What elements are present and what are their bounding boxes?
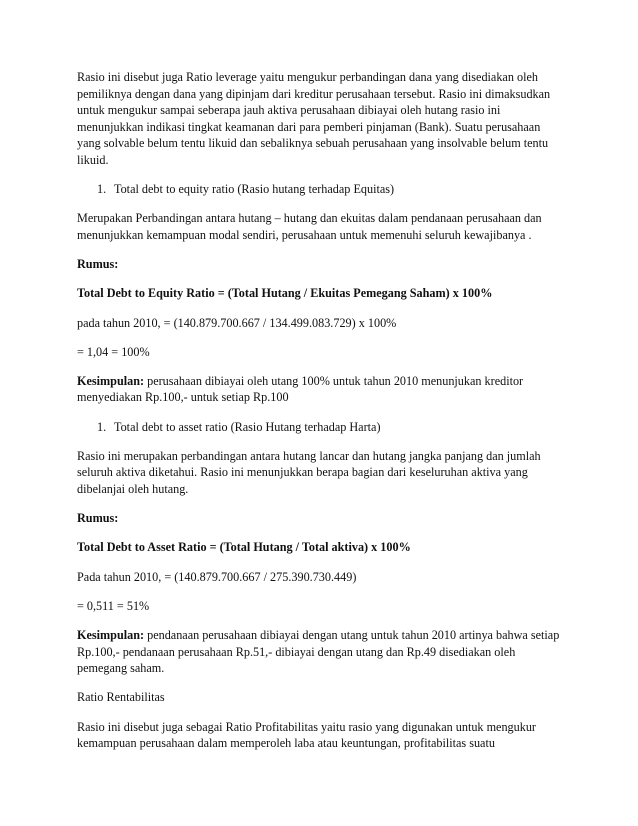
list-item-debt-to-asset [77,419,565,436]
heading-ratio-rentabilitas: Ratio Rentabilitas [77,690,165,705]
conclusion-text: perusahaan dibiayai oleh utang 100% untuk tahun 2010 menunjukan kreditor menyediakan Rp.100,- untuk setiap Rp.100 [77,373,524,405]
list-item-label: Total debt to asset ratio (Rasio Hutang terhadap Harta) [114,419,381,434]
conclusion-label: Kesimpulan: [77,373,145,388]
conclusion-text: pendanaan perusahaan dibiayai dengan utang untuk tahun 2010 artinya bahwa setiap Rp.100,- pendanaan perusahaan Rp.51,- dibiayai dengan utang dan Rp.49 disediakan oleh pemegang saham. [77,627,560,676]
conclusion-debt-to-asset [77,627,565,677]
paragraph-debt-to-equity-desc: Merupakan Perbandingan antara hutang – hutang dan ekuitas dalam pendanaan perusahaan dan menunjukkan kemampuan modal sendiri, perusahaan untuk memenuhi seluruh kewajibanya . [77,211,542,242]
paragraph-leverage-intro: Rasio ini disebut juga Ratio leverage yaitu mengukur perbandingan dana yang disediakan oleh pemiliknya dengan dana yang dipinjam dari kreditur perusahaan tersebut. Rasio ini dimaksudkan untuk mengukur sampai seberapa jauh aktiva perusahaan dibiayai oleh hutang rasio ini menunjukkan indikasi tingkat keamanan dari para pemberi pinjaman (Bank). Suatu perusahaan yang solvable belum tentu likuid dan sebaliknya sebuah perusahaan yang insolvable belum tentu likuid. [77,70,551,167]
rumus-label: Rumus: [77,511,119,526]
result-debt-to-asset: = 0,511 = 51% [77,598,150,613]
result-debt-to-equity: = 1,04 = 100% [77,344,150,359]
calculation-debt-to-asset: Pada tahun 2010, = (140.879.700.667 / 275.390.730.449) [77,569,357,584]
formula-debt-to-asset: Total Debt to Asset Ratio = (Total Hutang / Total aktiva) x 100% [77,540,411,555]
calculation-debt-to-equity: pada tahun 2010, = (140.879.700.667 / 134.499.083.729) x 100% [77,315,397,330]
list-number: 1. [97,182,107,197]
list-item-label: Total debt to equity ratio (Rasio hutang terhadap Equitas) [114,182,395,197]
conclusion-debt-to-equity [77,373,565,406]
rumus-label: Rumus: [77,257,119,272]
paragraph-rentabilitas-intro: Rasio ini disebut juga sebagai Ratio Profitabilitas yaitu rasio yang digunakan untuk mengukur kemampuan perusahaan dalam memperoleh laba atau keuntungan, profitabilitas suatu [77,719,536,751]
conclusion-label: Kesimpulan: [77,627,145,642]
paragraph-debt-to-asset-desc: Rasio ini merupakan perbandingan antara hutang lancar dan hutang jangka panjang dan jumlah seluruh aktiva diketahui. Rasio ini menunjukkan berapa bagian dari keseluruhan aktiva yang dibelanjai oleh hutang. [77,448,541,497]
formula-debt-to-equity: Total Debt to Equity Ratio = (Total Hutang / Ekuitas Pemegang Saham) x 100% [77,286,493,301]
list-item-debt-to-equity [77,181,565,198]
list-number: 1. [97,419,107,434]
document-page [77,69,565,764]
